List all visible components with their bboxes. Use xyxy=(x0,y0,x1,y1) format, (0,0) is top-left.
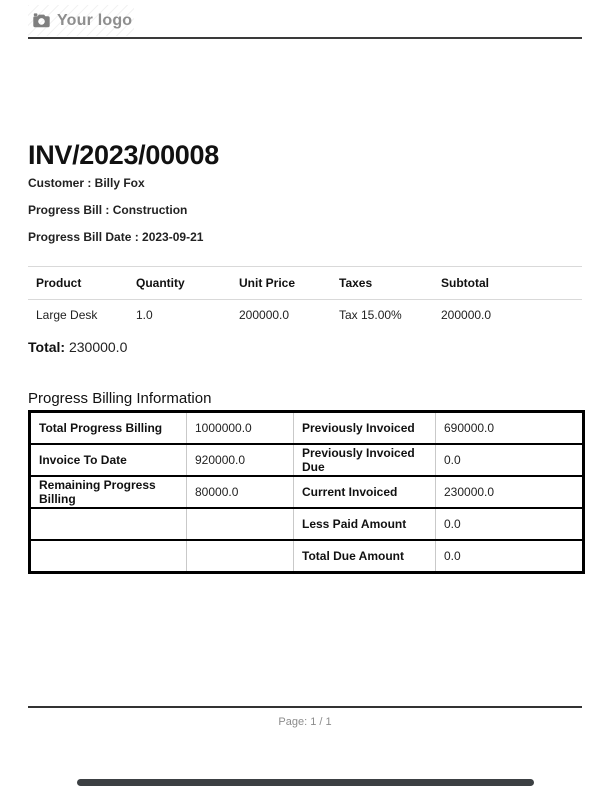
billing-value: 230000.0 xyxy=(436,476,584,508)
cell-product: Large Desk xyxy=(36,308,98,322)
billing-label xyxy=(30,508,187,540)
billing-value: 0.0 xyxy=(436,444,584,476)
billing-label xyxy=(30,540,187,573)
header-divider xyxy=(28,37,582,39)
col-unit-price: Unit Price xyxy=(239,267,339,300)
billing-value xyxy=(187,508,294,540)
footer-divider xyxy=(28,706,582,708)
billing-row xyxy=(30,412,584,445)
cell-taxes: Tax 15.00% xyxy=(339,308,402,322)
progress-bill-line: Progress Bill : Construction xyxy=(28,203,188,217)
progress-billing-table xyxy=(28,410,585,574)
product-table xyxy=(28,266,582,330)
billing-value: 0.0 xyxy=(436,508,584,540)
total-label: Total: xyxy=(28,339,66,355)
invoice-number: INV/2023/00008 xyxy=(28,140,219,170)
billing-label: Invoice To Date xyxy=(30,444,187,476)
progress-billing-title: Progress Billing Information xyxy=(28,390,212,407)
billing-value: 1000000.0 xyxy=(187,412,294,445)
product-row xyxy=(28,300,582,331)
col-quantity: Quantity xyxy=(136,267,239,300)
cell-subtotal: 200000.0 xyxy=(441,308,492,322)
billing-value: 920000.0 xyxy=(187,444,294,476)
cell-quantity: 1.0 xyxy=(136,308,153,322)
billing-value xyxy=(187,540,294,573)
bottom-scrollbar[interactable] xyxy=(77,779,534,786)
billing-label: Total Due Amount xyxy=(294,540,436,573)
billing-label: Previously Invoiced Due xyxy=(294,444,436,476)
logo-label: Your logo xyxy=(57,11,133,29)
total-line xyxy=(28,339,127,355)
billing-value: 80000.0 xyxy=(187,476,294,508)
product-table-header xyxy=(28,267,582,300)
billing-row xyxy=(30,476,584,508)
billing-label: Current Invoiced xyxy=(294,476,436,508)
billing-label: Total Progress Billing xyxy=(30,412,187,445)
billing-value: 0.0 xyxy=(436,540,584,573)
billing-label: Remaining Progress Billing xyxy=(30,476,187,508)
billing-row xyxy=(30,444,584,476)
billing-label: Less Paid Amount xyxy=(294,508,436,540)
page-number: Page: 1 / 1 xyxy=(278,716,332,728)
billing-row xyxy=(30,540,584,573)
total-value: 230000.0 xyxy=(68,339,128,355)
col-product: Product xyxy=(28,267,136,300)
camera-icon xyxy=(33,13,50,28)
col-subtotal: Subtotal xyxy=(441,267,582,300)
logo-placeholder xyxy=(28,5,134,36)
progress-bill-date-line: Progress Bill Date : 2023-09-21 xyxy=(28,230,204,244)
billing-label: Previously Invoiced xyxy=(294,412,436,445)
billing-row xyxy=(30,508,584,540)
col-taxes: Taxes xyxy=(339,267,441,300)
cell-unit-price: 200000.0 xyxy=(239,308,290,322)
billing-value: 690000.0 xyxy=(436,412,584,445)
customer-line: Customer : Billy Fox xyxy=(28,176,145,190)
